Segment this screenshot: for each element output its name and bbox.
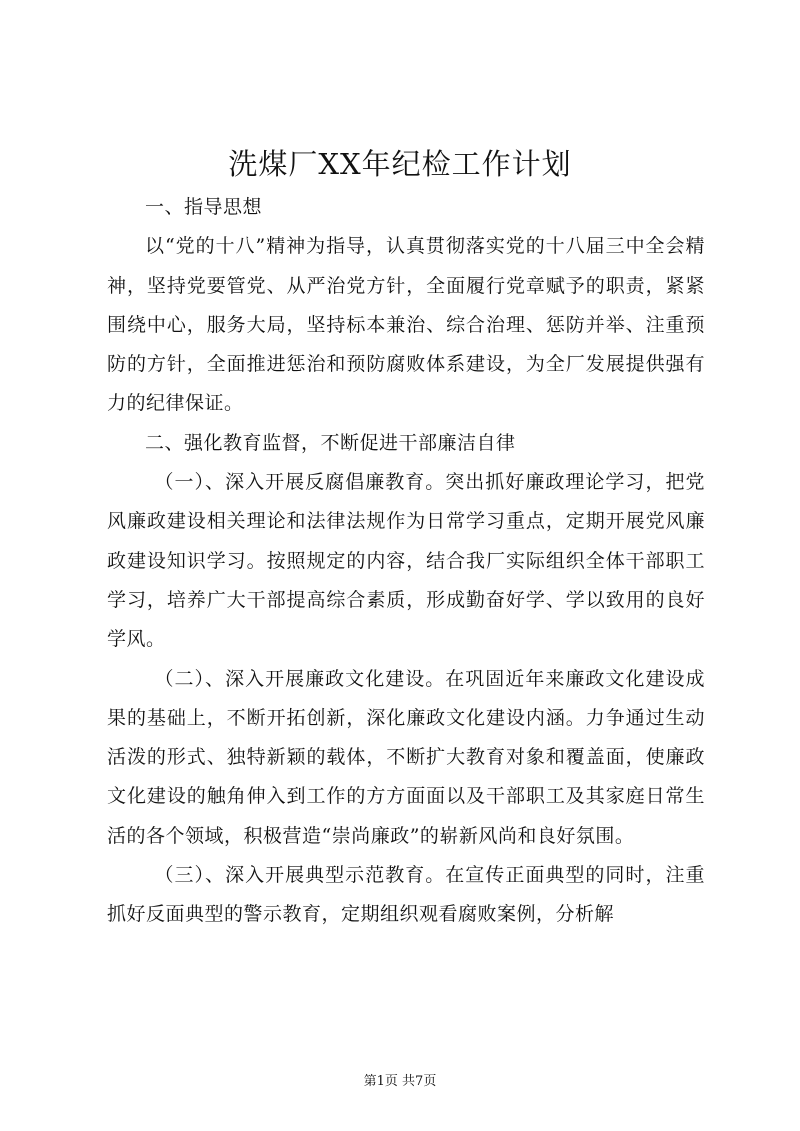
- page-footer: 第1页 共7页: [363, 1074, 437, 1089]
- item3-paragraph: （三）、深入开展典型示范教育。在宣传正面典型的同时，注重抓好反面典型的警示教育，定期组织观看腐败案例，分析解: [107, 864, 705, 926]
- item2-paragraph: （二）、深入开展廉政文化建设。在巩固近年来廉政文化建设成果的基础上，不断开拓创新，深化廉政文化建设内涵。力争通过生动活泼的形式、独特新颖的载体，不断扩大教育对象和覆盖面，使廉政文化建设的触角伸入到工作的方方面面以及干部职工及其家庭日常生活的各个领域，积极营造“崇尚廉政”的崭新风尚和良好氛围。: [107, 667, 705, 847]
- item1-paragraph: （一）、深入开展反腐倡廉教育。突出抓好廉政理论学习，把党风廉政建设相关理论和法律法规作为日常学习重点，定期开展党风廉政建设知识学习。按照规定的内容，结合我厂实际组织全体干部职工学习，培养广大干部提高综合素质，形成勤奋好学、学以致用的良好学风。: [107, 471, 705, 651]
- section1-heading: 一、指导思想: [145, 196, 263, 218]
- section1-paragraph: 以“党的十八”精神为指导，认真贯彻落实党的十八届三中全会精神，坚持党要管党、从严治党方针，全面履行党章赋予的职责，紧紧围绕中心，服务大局，坚持标本兼治、综合治理、惩防并举、注重预防的方针，全面推进惩治和预防腐败体系建设，为全厂发展提供强有力的纪律保证。: [107, 235, 705, 415]
- document-body: [107, 188, 705, 935]
- section2-heading: 二、强化教育监督，不断促进干部廉洁自律: [145, 431, 516, 454]
- document-title: 洗煤厂XX年纪检工作计划: [228, 147, 572, 181]
